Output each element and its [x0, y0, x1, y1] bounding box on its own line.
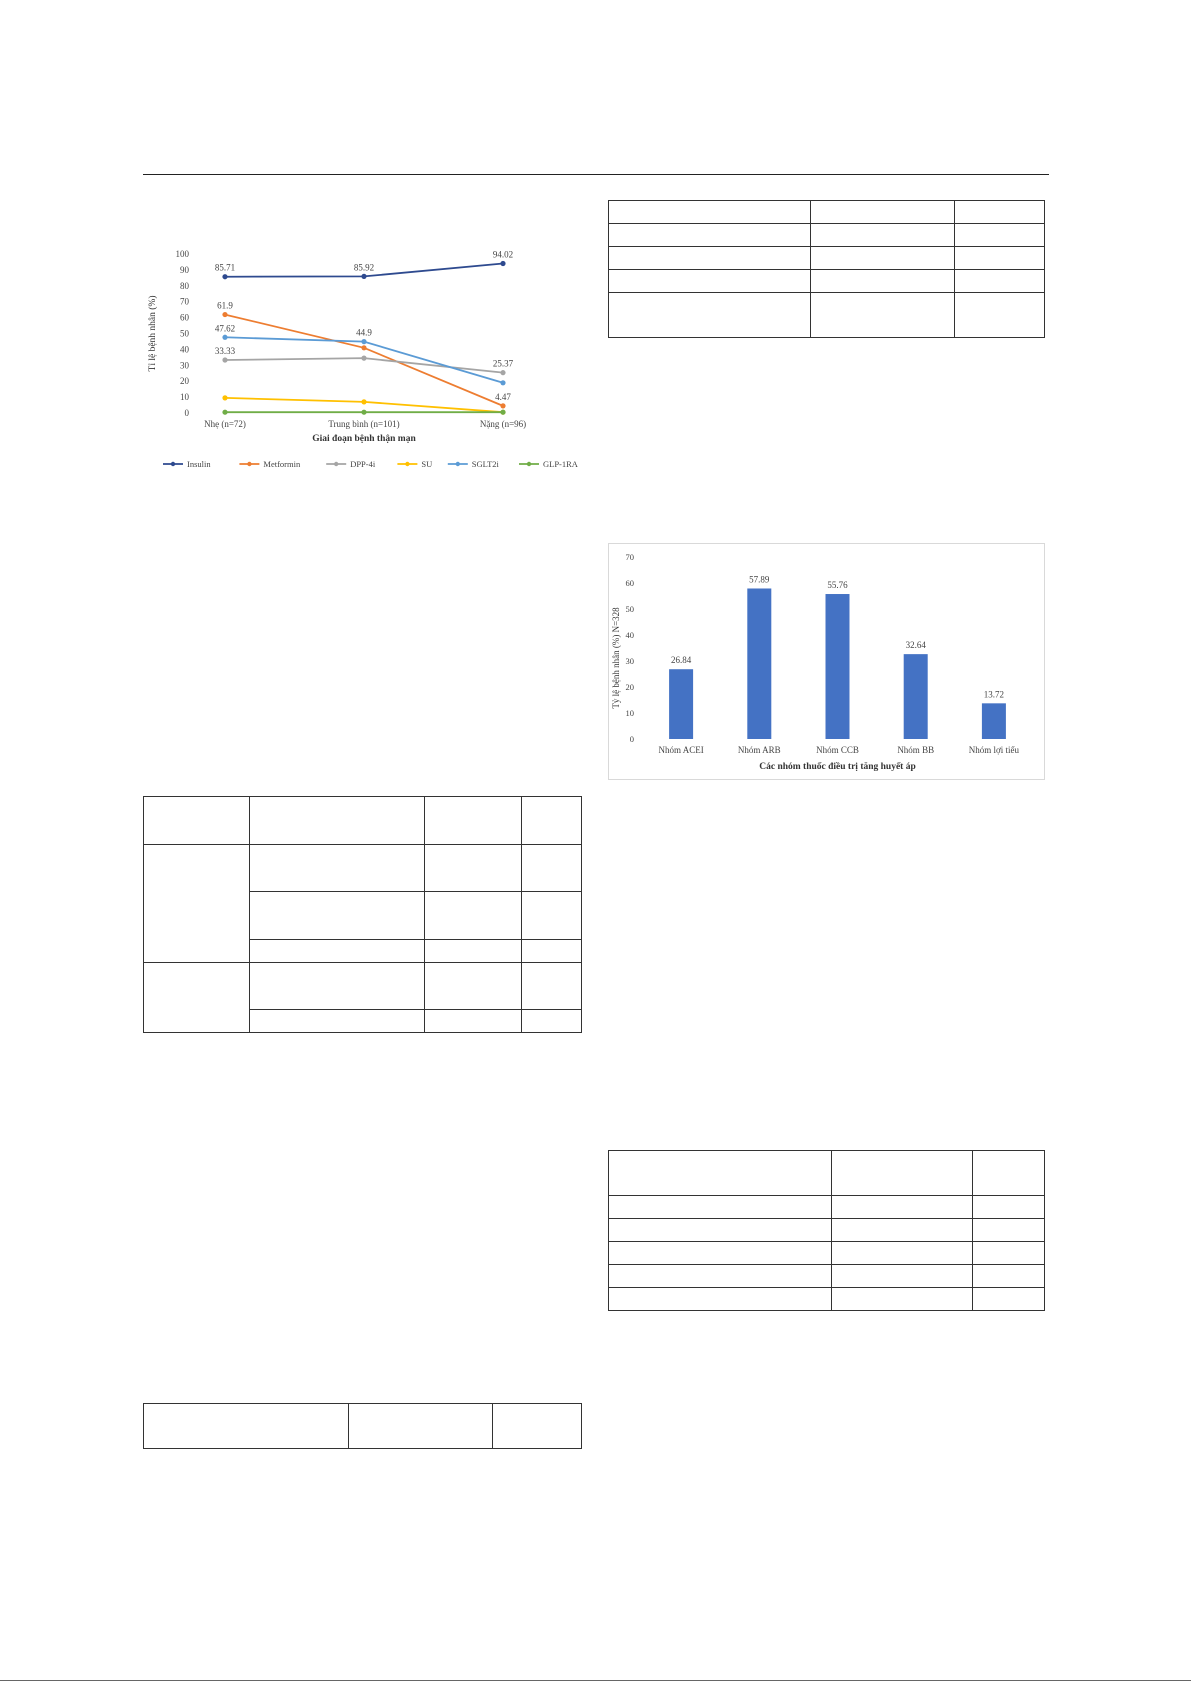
legend-marker — [527, 462, 531, 466]
table-cell — [832, 1288, 973, 1311]
table-right-top — [608, 200, 1045, 338]
y-tick-label: 70 — [625, 552, 634, 562]
table-cell — [810, 293, 955, 338]
x-tick-label: Nhóm BB — [897, 745, 935, 755]
table-cell — [609, 1242, 832, 1265]
x-tick-label: Nhóm ACEI — [658, 745, 704, 755]
table-row — [144, 797, 582, 845]
data-point — [500, 403, 505, 408]
data-point — [361, 356, 366, 361]
y-tick-label: 20 — [625, 682, 634, 692]
data-label: 32.64 — [905, 640, 926, 651]
table-cell — [249, 1009, 425, 1032]
table-cell — [144, 962, 250, 1032]
table-cell — [249, 892, 425, 939]
bar-nh-m-acei — [669, 669, 693, 739]
bar-nh-m-l-i-ti-u — [982, 703, 1006, 739]
y-axis-label: Tỉ lệ bệnh nhân (%) — [148, 295, 158, 372]
line-chart — [143, 238, 583, 483]
table-row — [609, 270, 1045, 293]
table-cell — [425, 939, 522, 962]
x-tick-label: Nhẹ (n=72) — [204, 419, 246, 429]
table-row — [609, 1196, 1045, 1219]
table-cell — [609, 293, 811, 338]
table-cell — [348, 1404, 493, 1449]
data-label: 85.92 — [353, 262, 375, 273]
table-cell — [955, 201, 1045, 224]
data-point — [361, 345, 366, 350]
x-tick-label: Nhóm ARB — [737, 745, 781, 755]
table-cell — [832, 1151, 973, 1196]
x-tick-label: Trung bình (n=101) — [328, 419, 400, 429]
table-cell — [973, 1242, 1045, 1265]
table-cell — [522, 962, 582, 1009]
y-tick-label: 50 — [625, 604, 634, 614]
data-label: 26.84 — [670, 655, 692, 666]
legend-marker — [171, 462, 175, 466]
data-point — [500, 261, 505, 266]
legend-marker — [247, 462, 251, 466]
table-cell — [522, 892, 582, 939]
data-label: 61.9 — [217, 300, 233, 311]
y-tick-label: 60 — [625, 578, 634, 588]
table-cell — [144, 1404, 349, 1449]
legend-item-glp-1ra: GLP-1RA — [543, 459, 578, 469]
table-cell — [832, 1196, 973, 1219]
y-axis-label: Tỷ lệ bệnh nhân (%) N=328 — [611, 607, 621, 709]
header-rule — [143, 174, 1049, 175]
data-point — [500, 380, 505, 385]
table-left-bottom — [143, 1403, 582, 1449]
y-tick-label: 50 — [180, 328, 189, 339]
table-cell — [832, 1219, 973, 1242]
table-cell — [973, 1196, 1045, 1219]
table-cell — [832, 1242, 973, 1265]
legend-item-metformin: Metformin — [263, 459, 301, 469]
x-tick-label: Nặng (n=96) — [479, 419, 527, 429]
table-cell — [955, 270, 1045, 293]
data-label: 55.76 — [827, 580, 848, 591]
y-tick-label: 10 — [625, 708, 634, 718]
y-tick-label: 90 — [180, 264, 189, 275]
data-label: 44.9 — [356, 327, 372, 338]
data-label: 25.37 — [492, 358, 514, 369]
table-right-bottom — [608, 1150, 1045, 1311]
legend-marker — [405, 462, 409, 466]
data-label: 57.89 — [749, 574, 770, 585]
table-cell — [609, 1196, 832, 1219]
data-point — [222, 312, 227, 317]
data-point — [222, 395, 227, 400]
legend-item-dpp-4i: DPP-4i — [350, 459, 376, 469]
data-point — [222, 357, 227, 362]
table-cell — [973, 1265, 1045, 1288]
table-cell — [955, 293, 1045, 338]
data-point — [222, 335, 227, 340]
table-cell — [425, 797, 522, 845]
table-cell — [609, 1151, 832, 1196]
table-cell — [609, 1265, 832, 1288]
x-tick-label: Nhóm lợi tiểu — [968, 745, 1020, 755]
x-axis-label: Giai đoạn bệnh thận mạn — [312, 434, 416, 444]
footer-rule — [0, 1680, 1191, 1681]
table-cell — [609, 1288, 832, 1311]
data-label: 33.33 — [214, 346, 236, 357]
table-row — [144, 962, 582, 1009]
table-cell — [609, 247, 811, 270]
table-row — [144, 1404, 582, 1449]
x-axis-label: Các nhóm thuốc điều trị tăng huyết áp — [759, 762, 916, 772]
y-tick-label: 20 — [180, 376, 189, 387]
table-cell — [810, 201, 955, 224]
data-point — [361, 399, 366, 404]
table-cell — [522, 1009, 582, 1032]
table-row — [609, 1219, 1045, 1242]
table-cell — [609, 201, 811, 224]
data-point — [361, 339, 366, 344]
table-cell — [425, 1009, 522, 1032]
data-point — [222, 274, 227, 279]
table-row — [609, 1242, 1045, 1265]
data-label: 4.47 — [495, 391, 511, 402]
table-cell — [144, 797, 250, 845]
table-cell — [810, 270, 955, 293]
table-cell — [609, 224, 811, 247]
table-row — [609, 1151, 1045, 1196]
bar-nh-m-ccb — [826, 594, 850, 739]
table-cell — [425, 845, 522, 892]
legend-marker — [456, 462, 460, 466]
table-row — [609, 224, 1045, 247]
table-cell — [810, 224, 955, 247]
table-cell — [522, 845, 582, 892]
legend-marker — [334, 462, 338, 466]
table-cell — [522, 797, 582, 845]
table-row — [609, 293, 1045, 338]
y-tick-label: 30 — [180, 360, 189, 371]
data-point — [500, 370, 505, 375]
data-label: 85.71 — [214, 262, 236, 273]
table-cell — [955, 224, 1045, 247]
table-cell — [522, 939, 582, 962]
data-point — [222, 410, 227, 415]
table-row — [609, 201, 1045, 224]
table-cell — [249, 939, 425, 962]
table-cell — [832, 1265, 973, 1288]
y-tick-label: 100 — [175, 249, 189, 259]
bar-nh-m-arb — [747, 588, 771, 739]
table-cell — [973, 1151, 1045, 1196]
table-cell — [810, 247, 955, 270]
table-cell — [973, 1288, 1045, 1311]
table-cell — [144, 845, 250, 962]
data-label: 13.72 — [983, 689, 1005, 700]
data-point — [361, 274, 366, 279]
table-cell — [609, 1219, 832, 1242]
table-cell — [249, 962, 425, 1009]
y-tick-label: 70 — [180, 296, 189, 307]
legend-item-su: SU — [421, 459, 433, 469]
table-cell — [425, 892, 522, 939]
y-tick-label: 40 — [625, 630, 634, 640]
data-label: 94.02 — [492, 249, 514, 260]
table-cell — [249, 845, 425, 892]
table-cell — [493, 1404, 582, 1449]
data-label: 47.62 — [214, 323, 236, 334]
bar-nh-m-bb — [904, 654, 928, 739]
table-cell — [425, 962, 522, 1009]
x-tick-label: Nhóm CCB — [816, 745, 859, 755]
y-tick-label: 40 — [180, 344, 189, 355]
legend-item-insulin: Insulin — [187, 459, 211, 469]
bar-chart — [608, 543, 1045, 780]
y-tick-label: 0 — [184, 408, 189, 418]
y-tick-label: 60 — [180, 312, 189, 323]
table-row — [609, 1288, 1045, 1311]
legend-item-sglt2i: SGLT2i — [471, 459, 499, 469]
y-tick-label: 0 — [629, 734, 634, 744]
table-cell — [609, 270, 811, 293]
table-left-middle — [143, 796, 582, 1033]
table-cell — [955, 247, 1045, 270]
table-cell — [973, 1219, 1045, 1242]
y-tick-label: 30 — [625, 656, 634, 666]
table-row — [144, 845, 582, 892]
table-cell — [249, 797, 425, 845]
data-point — [500, 410, 505, 415]
data-point — [361, 410, 366, 415]
y-tick-label: 10 — [180, 392, 189, 403]
table-row — [609, 247, 1045, 270]
y-tick-label: 80 — [180, 280, 189, 291]
table-row — [609, 1265, 1045, 1288]
